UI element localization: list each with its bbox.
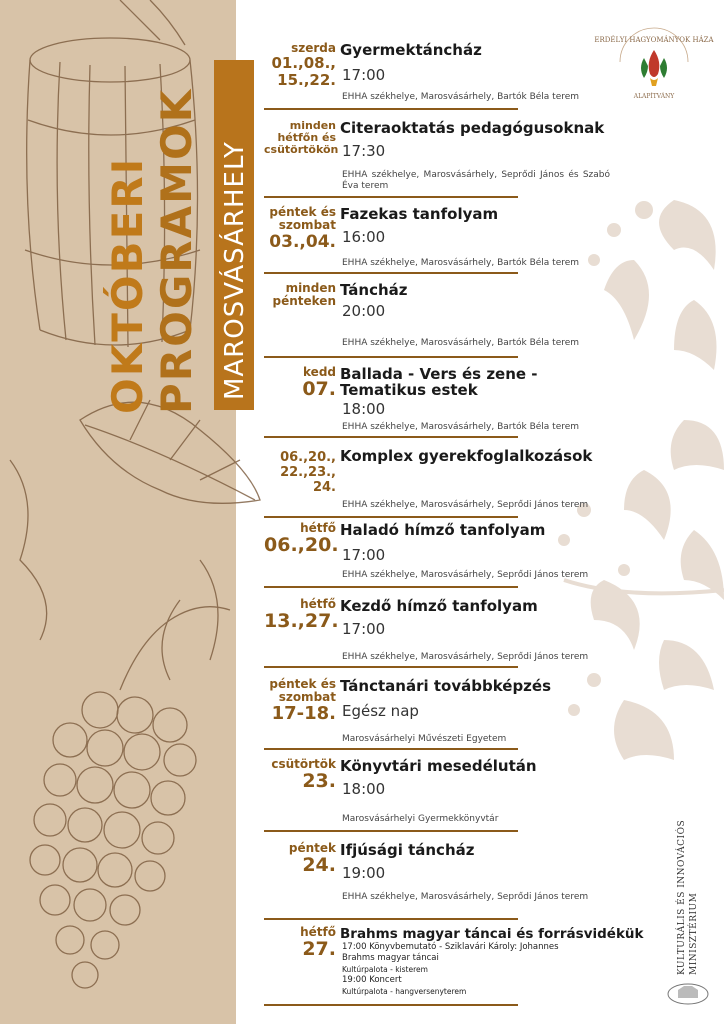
event-dates: 06.,20. xyxy=(264,534,339,556)
event-time: 17:30 xyxy=(342,142,386,160)
divider xyxy=(264,830,518,832)
event-time: 19:00 xyxy=(342,864,386,882)
divider xyxy=(264,196,518,198)
event-time: 18:00 xyxy=(342,400,386,418)
divider xyxy=(264,666,518,668)
event-name: Citeraoktatás pedagógusoknak xyxy=(340,119,605,137)
event-name: Gyermektáncház xyxy=(340,41,482,59)
event-name: Ballada - Vers és zene - xyxy=(340,365,538,383)
ministry-line2: MINISZTÉRIUM xyxy=(689,892,699,975)
event-dates: 07. xyxy=(302,378,336,400)
divider xyxy=(264,516,518,518)
divider xyxy=(264,356,518,358)
event-day: pénteken xyxy=(272,294,336,308)
event-dates: 03.,04. xyxy=(269,232,336,252)
event-dates: 06.,20., xyxy=(280,450,336,465)
event-name: Komplex gyerekfoglalkozások xyxy=(340,447,593,465)
event-venue: EHHA székhelye, Marosvásárhely, Seprődi János terem xyxy=(342,500,589,510)
event-item xyxy=(264,282,614,360)
event-day: csütörtökön xyxy=(264,143,339,156)
event-item xyxy=(264,758,614,830)
divider xyxy=(264,1004,518,1006)
event-day: kedd xyxy=(303,365,336,379)
event-day: szombat xyxy=(278,690,336,704)
event-dates: 27. xyxy=(302,938,336,960)
ministry-line1: KULTURÁLIS ÉS INNOVÁCIÓS xyxy=(677,819,687,975)
event-name: Ifjúsági táncház xyxy=(340,841,475,859)
ministry-name xyxy=(676,820,700,975)
city-name: MAROSVÁSÁRHELY xyxy=(220,141,250,400)
event-name: Brahms magyar táncai és forrásvidékük xyxy=(340,926,644,942)
event-venue: EHHA székhelye, Marosvásárhely, Seprődi János terem xyxy=(342,892,589,902)
event-dates: 23. xyxy=(302,770,336,792)
event-day: péntek és xyxy=(269,677,336,691)
event-detail-line: Kultúrpalota - hangversenyterem xyxy=(342,987,467,996)
event-venue: EHHA székhelye, Marosvásárhely, Bartók Béla terem xyxy=(342,422,580,432)
event-venue: Marosvásárhelyi Művészeti Egyetem xyxy=(342,734,507,744)
event-item xyxy=(264,522,614,590)
event-item xyxy=(264,206,614,276)
event-dates: 22.,23., xyxy=(280,465,336,480)
event-time: 17:00 xyxy=(342,620,386,638)
event-venue: Marosvásárhelyi Gyermekkönyvtár xyxy=(342,814,499,824)
event-time: 17:00 xyxy=(342,66,386,84)
event-venue: EHHA székhelye, Marosvásárhely, Bartók Béla terem xyxy=(342,258,580,268)
event-time: 16:00 xyxy=(342,228,386,246)
event-dates: 24. xyxy=(302,854,336,876)
event-day: hétfő xyxy=(300,521,336,535)
logo-subtext: ALAPÍTVÁNY xyxy=(633,93,675,100)
event-time: 17:00 xyxy=(342,546,386,564)
event-time: 20:00 xyxy=(342,302,386,320)
event-day: hétfőn és xyxy=(277,131,336,144)
event-day: hétfő xyxy=(300,597,336,611)
event-name: Táncház xyxy=(340,281,408,299)
event-item xyxy=(264,366,614,438)
event-day: péntek és xyxy=(269,205,336,219)
event-item xyxy=(264,842,614,920)
event-name: Tánctanári továbbképzés xyxy=(340,677,552,695)
event-day: csütörtök xyxy=(271,757,336,771)
event-day: szombat xyxy=(278,218,336,232)
svg-text:ERDÉLYI HAGYOMÁNYOK HÁZA: ERDÉLYI HAGYOMÁNYOK HÁZA xyxy=(594,36,714,44)
event-time: 18:00 xyxy=(342,780,386,798)
divider xyxy=(264,272,518,274)
event-venue: EHHA székhelye, Marosvásárhely, Seprődi János és Szabó Éva terem xyxy=(342,170,610,191)
logo-emblem-icon xyxy=(594,22,714,104)
event-name: Tematikus estek xyxy=(340,381,478,399)
event-item xyxy=(264,926,644,1008)
title-programok: PROGRAMOK xyxy=(152,87,201,414)
event-dates: 01.,08., xyxy=(271,54,336,72)
event-item xyxy=(264,120,614,198)
event-name: Haladó hímző tanfolyam xyxy=(340,521,546,539)
divider xyxy=(264,748,518,750)
ehha-logo xyxy=(594,22,714,104)
event-name: Könyvtári mesedélután xyxy=(340,757,537,775)
event-item xyxy=(264,448,614,518)
event-dates: 24. xyxy=(312,480,336,495)
event-day: szerda xyxy=(291,41,336,55)
event-venue: EHHA székhelye, Marosvásárhely, Bartók Béla terem xyxy=(342,338,580,348)
event-venue: EHHA székhelye, Marosvásárhely, Seprődi János terem xyxy=(342,570,589,580)
event-day: minden xyxy=(289,119,336,132)
event-time: Egész nap xyxy=(342,702,419,720)
event-item xyxy=(264,678,614,748)
event-day: hétfő xyxy=(300,925,336,939)
event-day: minden xyxy=(285,281,336,295)
event-item xyxy=(264,598,614,668)
event-day: péntek xyxy=(288,841,336,855)
event-dates: 17-18. xyxy=(271,703,336,724)
event-detail-line: Kultúrpalota - kisterem xyxy=(342,965,428,974)
event-detail-line: 19:00 Koncert xyxy=(342,975,402,985)
title-oktoberi: OKTÓBERI xyxy=(103,156,152,414)
event-detail-line: 17:00 Könyvbemutató - Sziklavári Károly: Johannes xyxy=(342,942,559,952)
divider xyxy=(264,586,518,588)
event-dates: 15.,22. xyxy=(277,71,336,89)
event-name: Kezdő hímző tanfolyam xyxy=(340,597,538,615)
event-item xyxy=(264,42,614,112)
divider xyxy=(264,108,518,110)
event-name: Fazekas tanfolyam xyxy=(340,205,499,223)
event-venue: EHHA székhelye, Marosvásárhely, Bartók Béla terem xyxy=(342,92,580,102)
event-dates: 13.,27. xyxy=(264,610,339,632)
divider xyxy=(264,918,518,920)
event-venue: EHHA székhelye, Marosvásárhely, Seprődi János terem xyxy=(342,652,589,662)
event-detail-line: Brahms magyar táncai xyxy=(342,953,439,963)
divider xyxy=(264,436,518,438)
ministry-crest-icon xyxy=(664,982,712,1006)
